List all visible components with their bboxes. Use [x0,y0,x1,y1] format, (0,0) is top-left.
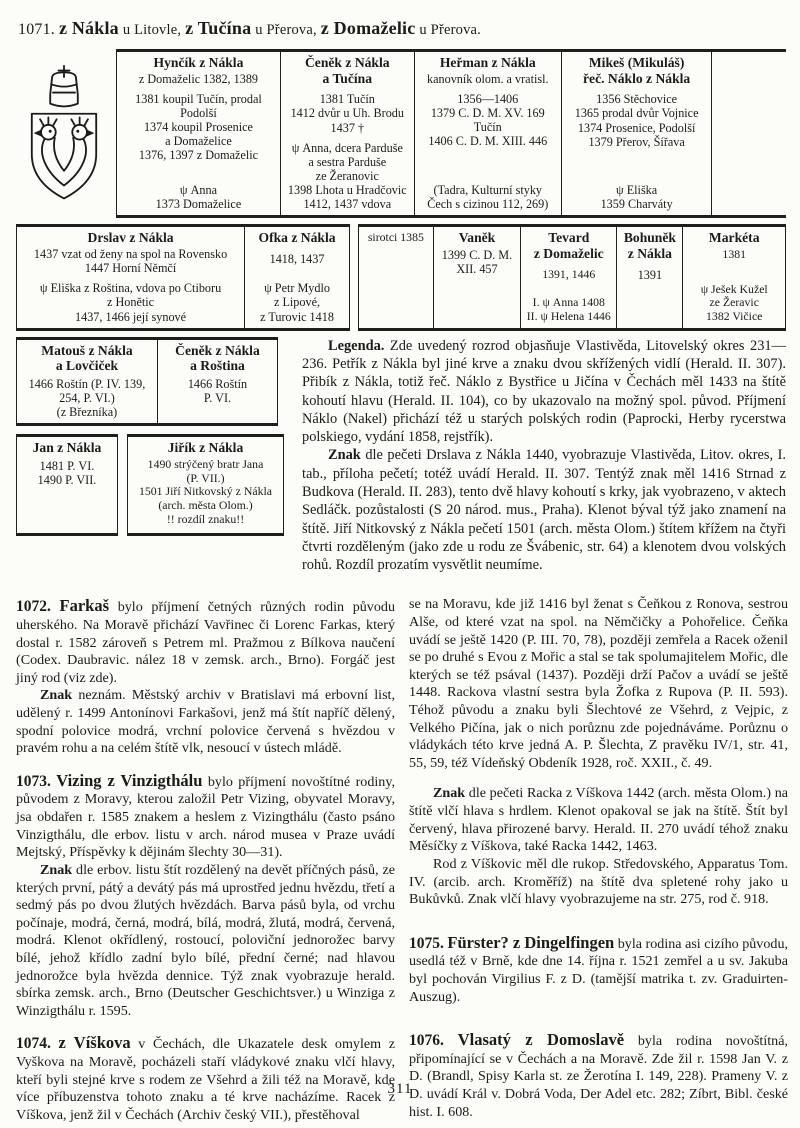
article-columns [16,596,789,1124]
person-name: Jiřík z Nákla [167,440,244,456]
znak-paragraph: Znak dle pečeti Drslava z Nákla 1440, vyobrazuje Vlastivěda, Litov. okres, I. tab., příloha pečetí; totéž uvádí Herald. II. 307. Tentýž znak měl 1416 Strnad z Budkova (Herald. II. 283), tento dvě hlavy kohoutí s krky, jak vyobrazeno, v aktech Sedláčk. pozůstalosti (S 20 národ. mus., Praha). Klenot býval týž jako znamení na štítě. Jiří Nitkovský z Nákla pečetí 1501 (arch. města Olom.) štítem křížem na čtyři čtvrti rozděleným (jako zde u rodu ze Švábenic, str. 64) a klenotem dvou volských rohů. Rozdíl prozatím vysvětlit neumíme. [302,447,786,574]
family-name-nakla: z Nákla [58,18,119,38]
tree-cell-matous-z-nakla: Matouš z Nákla a Lovčiček 1466 Roštín (P. IV. 139, 254, P. VI.) (z Březníka) [17,340,158,424]
person-name: Matouš z Nákla a Lovčiček [41,342,133,374]
tree-cell-hyncik-z-nakla: Hynčík z Nákla z Domaželic 1382, 1389 1381 koupil Tučín, prodal Podolší 1374 koupil Prosenice a Domaželice 1376, 1397 z Domaželic ψ Anna 1373 Domaželice [117,52,281,215]
person-name: Heřman z Nákla [439,55,536,70]
family-name-domazelic: z Domaželic [320,18,416,38]
person-name: Čeněk z Nákla a Roština [175,342,260,374]
left-column [16,596,395,1124]
tree-cell-herman-z-nakla: Heřman z Nákla kanovník olom. a vratisl. 1356—1406 1379 C. D. M. XV. 169 Tučín 1406 C. D. M. XIII. 446 (Tadra, Kulturní styky Čech s cizinou 112, 269) [415,52,562,215]
tree-cell-jirik-z-nakla: Jiřík z Nákla 1490 strýčený bratr Jana (P. VII.) 1501 Jiří Nitkovský z Nákla (arch. města Olom.) !! rozdíl znaku!! [128,437,284,533]
person-name: Hynčík z Nákla [153,55,244,70]
tree-cell-mikes-mikulas: Mikeš (Mikuláš) řeč. Náklo z Nákla 1356 Stěchovice 1365 prodal dvůr Vojnice 1374 Prosenice, Podolší 1379 Přerov, Šířava ψ Eliška 1359 Charváty [562,52,713,215]
family-name-locality: u Přerova, [255,22,317,38]
tree-table-jan [16,434,118,536]
tree-cell-bohunek-z-nakla: Bohuněk z Nákla 1391 [617,227,683,327]
person-name: Bohuněk z Nákla [623,230,676,261]
genealogy-tree [16,49,786,574]
article-1074-z-viskova: 1074. z Víškova v Čechách, dle Ukazatele desk omylem z Vyškova na Moravě, pocházeli staří vládykové znaku vlčí hlavy, kteří byli stejné krve s rodem ze Všehrd a žili též na Moravě, kde více příbuzenstva tohoto znaku a té krve nacházíme. Racek z Víškova, jenž žil v Čechách (Archiv český VII.), přestěhoval [16,1033,395,1123]
person-name: Ofka z Nákla [258,230,336,246]
article-1074-rod: Rod z Víškovic měl dle rukop. Středovského, Apparatus Tom. IV. (arcib. arch. Kroměříž) na štítě dva spletené rohy jako u Bukůvků. Znak vlčí hlavy vyobrazujeme na str. 275, rod č. 918. [409,855,788,908]
family-name-locality: u Litovle, [122,22,182,38]
article-1073-znak: Znak dle erbov. listu štít rozdělený na devět příčných pásů, ze kterých první, pátý a devátý pás má uprostřed jednu hvězdu, třetí a sedmý pás po dvou žlutých hvězdách. Barva pásů byla, od vrchu počínaje, modrá, černá, modrá, bílá, modrá, žlutá, modrá, červená, modrá. Klenot okřídlený, rostoucí, poloviční jednorožec barvy bílé, jehož křídlo zadní bylo bílé, přední černé; nad hlavou jednorožce byla hvězda dennice. Týž znak vyobrazuje herald. sbírka zemsk. arch., Brno (Deutscher Geschichtsver.) u Winziga z Winzigthálu r. 1595. [16,861,395,1019]
tree-row-generation-4 [16,434,278,536]
person-name: Čeněk z Nákla a Tučína [304,55,390,86]
person-name: Jan z Nákla [32,440,102,456]
tree-cell-cenek-z-nakla-a-rostina: Čeněk z Nákla a Roština 1466 Roštín P. VI. [158,340,278,424]
tree-cell-marketa: Markéta 1381 ψ Ješek Kužel ze Žeravic 1382 Vičice [683,227,785,327]
article-1075-furster: 1075. Fürster? z Dingelfingen byla rodina asi cizího původu, usedlá též v Brně, kde dne 14. října r. 1521 zemřel a u sv. Jakuba byl pochován Virgilius F. z D. (tamější matrika t. zv. Graduirten-Auszug). [409,932,789,1005]
znak-label: Znak [328,447,361,464]
tree-cell-sirotci: sirotci 1385 [359,227,434,327]
tree-cell-ofka-z-nakla: Ofka z Nákla 1418, 1437 ψ Petr Mydlo z Lipové, z Turovic 1418 [245,227,350,327]
article-1074-continuation: se na Moravu, kde již 1416 byl ženat s Čeňkou z Ronova, sestrou Alše, od které vzat na spol. na Němčičky a Pohořelice. Čeňka uvádí se ještě 1420 (P. III. 70, 78), později zemřela a Racek oženil se po druhé s Evou z Mořic a stal se tak spolumajitelem Mořic, dle kterých se též psával (1437). Později drží Pačov a uvádí se ještě 1448. Rackova vlastní sestra byla Žofka z Rupova (P. II. 593). Téhož původu a znaku byli Šlechtové ze Všehrd, z Vejpic, z Velkého Pičína, jak o nich porůznu zde pojednáváme. Porůznu o vládykách této krve jedná A. P. Šlechta, Z pravěku IV/1, str. 41, 55, 59, též Vídeňský Obdeník 1928, roč. XXII., č. 49. [409,596,788,771]
person-name: Vaněk [458,230,496,246]
tree-cell-drslav-z-nakla: Drslav z Nákla 1437 vzat od ženy na spol na Rovensko 1447 Horní Němčí ψ Eliška z Roština, vdova po Ctiboru z Honětic 1437, 1466 její synové [17,227,245,327]
person-name: Drslav z Nákla [87,230,174,246]
tree-table-drslav-ofka [16,224,350,330]
legenda-paragraph: Legenda. Zde uvedený rozrod objasňuje Vlastivěda, Litovelský okres 231—236. Petřík z Nákla byl jiné krve a znaku dvou skřížených vidlí (Herald. II. 307). Přibík z Nákla, totiž řeč. Náklo z Bystřice u Jičína v Čechách měl 1433 na štítě kohoutí hlavu (Herald. II. 104), co by ukazovalo na možný spol. původ. Příjmení Náklo (Nakel) přichází též u starých polských rodin (Paprocki, Herby rycerstwa polskiego, vydání 1858, rejstřík). [302,337,786,446]
helmet-and-shield-icon [18,63,110,205]
tree-row-generation-1 [116,49,786,218]
person-name: Mikeš (Mikuláš) řeč. Náklo z Nákla [583,55,691,86]
tree-cell-tevard-z-domazelic: Tevard z Domaželic 1391, 1446 I. ψ Anna 1408 II. ψ Helena 1446 [521,227,617,327]
family-name-locality: u Přerova. [419,22,481,38]
tree-cell-jan-z-nakla: Jan z Nákla 1481 P. VI. 1490 P. VII. [17,437,118,533]
family-name-tucina: z Tučína [185,18,252,38]
right-column [409,596,788,1124]
article-1076-vlasaty: 1076. Vlasatý z Domoslavě byla rodina novoštítná, připomínající se v Čechách a na Moravě. Zde žil r. 1598 Jan V. z D. (Brandl, Spisy Karla st. ze Žerotína I. 149, 228). Prameny V. z D. uvádí Král v. Dobrá Voda, Der Adel etc. 282; Zíbrt, Bibl. české hist. I. 608. [409,1030,789,1120]
article-1073-vizing: 1073. Vizing z Vinzigthálu bylo příjmení novoštítné rodiny, původem z Moravy, kterou založil Petr Vizing, obyvatel Moravy, jsa obdařen r. 1585 znakem a heslem z Vizingthálu (často psáno Vinzigthálu, dle erbov. listu v arch. národ musea v Praze uvádí Mejtský, Příspěvky k dějinám šlechty 30—31). [16,770,395,861]
person-name: Markéta [708,230,760,246]
tree-cell-vanek: Vaněk 1399 C. D. M. XII. 457 [434,227,522,327]
person-name: Tevard z Domaželic [533,230,604,261]
entry-number: 1071. [18,21,55,38]
tree-table-jirik [127,434,284,536]
coat-of-arms-drawing [16,49,116,218]
page-title [18,18,786,39]
tree-cell-empty [712,52,786,215]
page-number: 311 [387,1081,413,1097]
tree-row-generation-2 [16,224,786,330]
article-1072-znak: Znak neznám. Městský archiv v Bratislavi má erbovní list, udělený r. 1499 Antonínovi Farkašovi, jenž má štít napříč dělený, spodní polovice modrá, vrchní polovice červená s hvězdou v pravém rohu a na celém štítě vlk, nesoucí v ústech mládě. [16,687,395,757]
article-1072-farkas: 1072. Farkaš bylo příjmení četných různých rodin původu uherského. Na Moravě přichází Vavřinec či Lorenc Farkas, který dostal r. 1582 zároveň s Petrem ml. Pražmou z Bílkova naučení (Codex. Daubravic. nález 18 v zemsk. arch., Brno). Forgáč jest jiný rod (viz zde). [16,596,395,686]
tree-table-sirotci [358,224,786,330]
tree-cell-cenek-z-nakla-a-tucina: Čeněk z Nákla a Tučína 1381 Tučín 1412 dvůr u Uh. Brodu 1437 † ψ Anna, dcera Parduše a sestra Parduše ze Žeranovic 1398 Lhota u Hradčovic 1412, 1437 vdova [281,52,415,215]
tree-row-generation-3 [16,337,278,427]
article-1074-znak: Znak dle pečeti Racka z Víškova 1442 (arch. města Olom.) na štítě vlčí hlava s hrdlem. Klenot opakoval se jak na štítě. Štít byl červený, hlava přirozené barvy. Herald. II. 270 uvádí téhož znaku Měsíčky z Víškova, také Racka 1442, 1463. [409,785,788,855]
legenda-block [302,337,786,575]
legenda-label: Legenda. [328,337,385,354]
